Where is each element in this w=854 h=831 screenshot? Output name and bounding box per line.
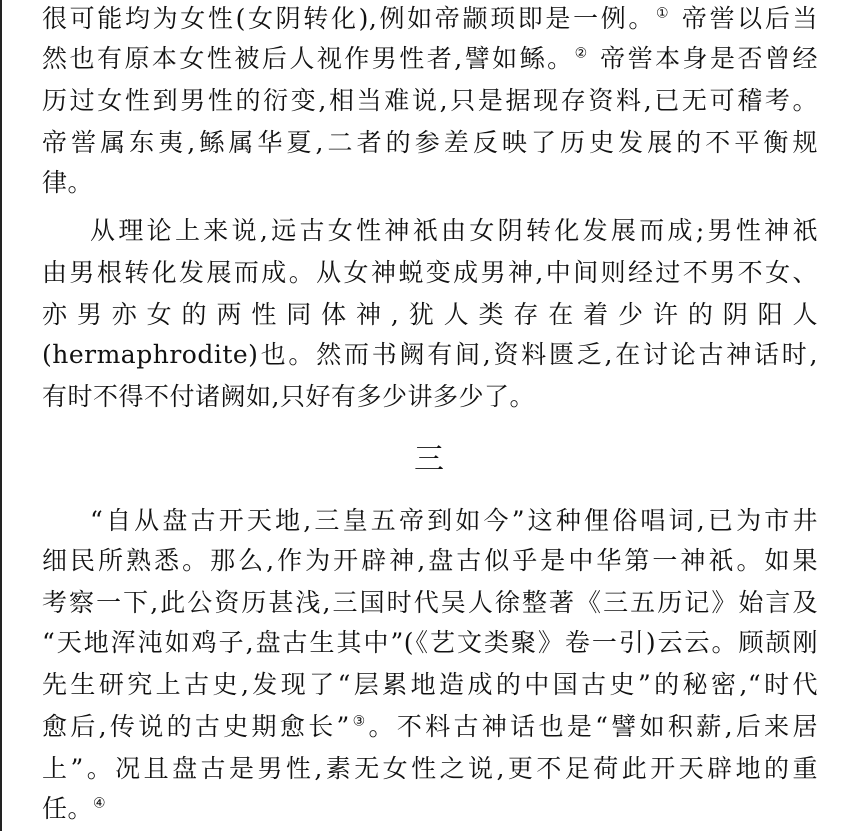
paragraph-line: 历过女性到男性的衍变,相当难说,只是据现存资料,已无可稽考。 bbox=[42, 86, 818, 115]
paragraph-line: “天地浑沌如鸡子,盘古生其中”(《艺文类聚》卷一引)云云。顾颉刚 bbox=[42, 628, 818, 657]
paragraph-line: 上”。况且盘古是男性,素无女性之说,更不足荷此开天辟地的重 bbox=[42, 754, 818, 783]
footnote-marker: ① bbox=[656, 5, 672, 22]
section-heading: 三 bbox=[414, 442, 444, 477]
paragraph-line: 亦男亦女的两性同体神,犹人类存在着少许的阴阳人 bbox=[42, 300, 818, 329]
paragraph-line bbox=[42, 708, 818, 746]
text-run: 。不料古神话也是“譬如积薪,后来居 bbox=[368, 712, 818, 741]
text-run: 任。 bbox=[42, 794, 94, 823]
text-run: 帝喾本身是否曾经 bbox=[589, 44, 818, 73]
paragraph-line: 由男根转化发展而成。从女神蜕变成男神,中间则经过不男不女、 bbox=[42, 258, 818, 287]
footnote-marker: ② bbox=[574, 45, 590, 62]
paragraph-line bbox=[42, 790, 818, 828]
footnote-marker: ④ bbox=[93, 795, 107, 812]
paragraph-line: 有时不得不付诸阙如,只好有多少讲多少了。 bbox=[42, 382, 535, 411]
paragraph-line: 从理论上来说,远古女性神祇由女阴转化发展而成;男性神祇 bbox=[90, 216, 818, 245]
paragraph-line: 先生研究上古史,发现了“层累地造成的中国古史”的秘密,“时代 bbox=[42, 670, 818, 699]
paragraph-line bbox=[42, 40, 818, 78]
text-run: 帝喾以后当 bbox=[671, 4, 818, 33]
paragraph-line: 律。 bbox=[42, 168, 94, 197]
text-run: 很可能均为女性(女阴转化),例如帝颛顼即是一例。 bbox=[42, 4, 657, 33]
paragraph-line: 细民所熟悉。那么,作为开辟神,盘古似乎是中华第一神祇。如果 bbox=[42, 546, 818, 575]
paragraph-line: “自从盘古开天地,三皇五帝到如今”这种俚俗唱词,已为市井 bbox=[90, 506, 818, 535]
paragraph-line: 考察一下,此公资历甚浅,三国时代吴人徐整著《三五历记》始言及 bbox=[42, 588, 818, 617]
footnote-marker: ③ bbox=[349, 713, 369, 730]
paragraph-line bbox=[42, 0, 818, 38]
text-run: 然也有原本女性被后人视作男性者,譬如鲧。 bbox=[42, 44, 575, 73]
paragraph-line: 帝喾属东夷,鲧属华夏,二者的参差反映了历史发展的不平衡规 bbox=[42, 128, 818, 157]
text-run: 愈后,传说的古史期愈长” bbox=[42, 712, 350, 741]
paragraph-line: (hermaphrodite)也。然而书阙有间,资料匮乏,在讨论古神话时, bbox=[42, 340, 818, 369]
